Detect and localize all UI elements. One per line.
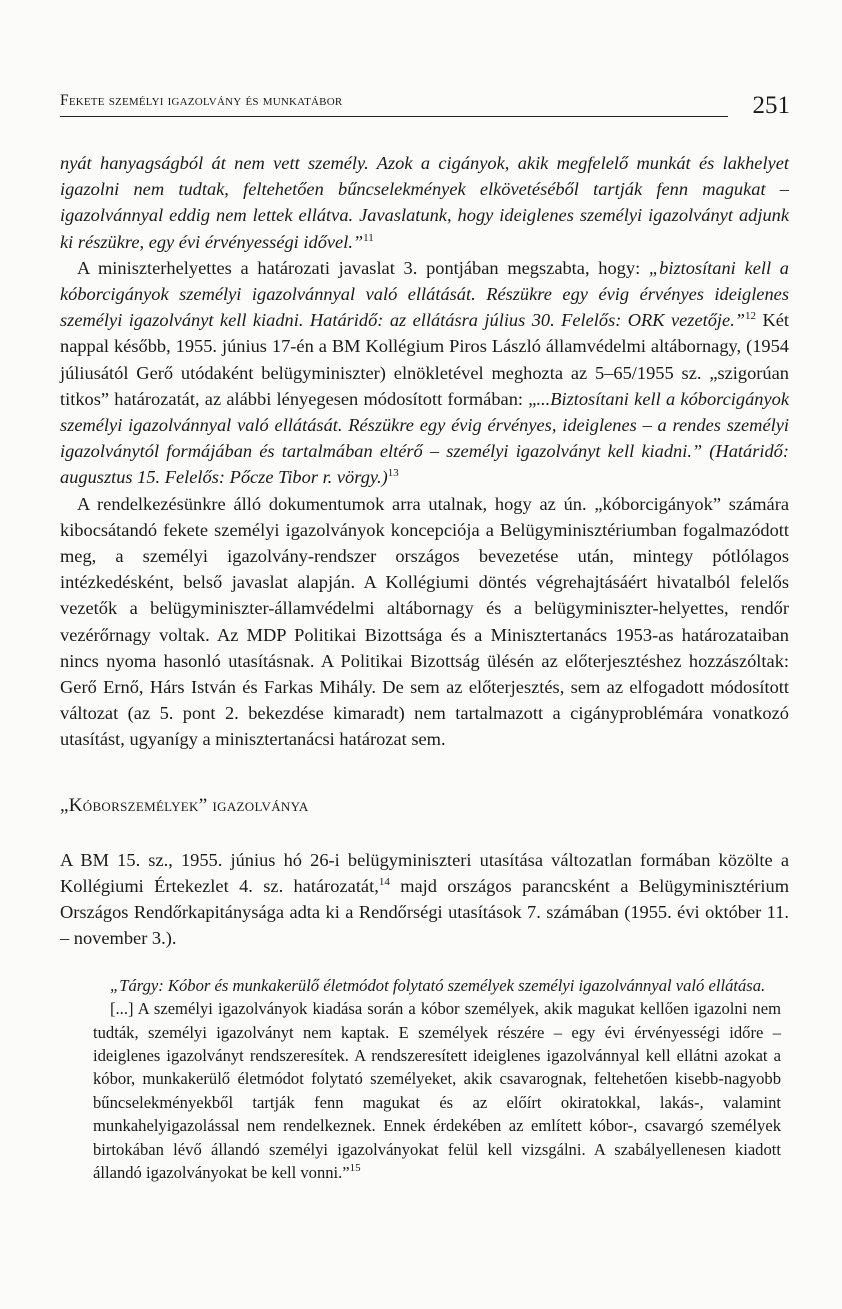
quoted-text: nyát hanyagságból át nem vett személy. Azok a cigányok, akik megfelelő munkát és lakhelyet igazolni nem tudtak, feltehetően bűncselekmények elkövetéséből tartják fenn magukat – igazolvánnyal eddig nem lettek ellátva. Javaslatunk, hogy ideiglenes személyi igazolványt adjunk ki részükre, egy évi érvényességi idővel.” — [60, 153, 789, 252]
body-text — [60, 150, 789, 1184]
footnote-ref: 14 — [378, 876, 390, 889]
footnote-ref: 13 — [387, 467, 399, 480]
paragraph: A rendelkezésünkre álló dokumentumok arra utalnak, hogy az ún. „kóborcigányok” számára kibocsátandó fekete személyi igazolványok koncepciója a Belügyminisztériumban fogalmazódott meg, a személyi igazolvány-rendszer országos bevezetése után, mintegy pótlólagos intézkedésként, belső javaslat alapján. A Kollégiumi döntés végrehajtásáért hivatalból felelős vezetők a belügyminiszter-államvédelmi altábornagy és a belügyminiszter-helyettes, rendőr vezérőrnagy voltak. Az MDP Politikai Bizottsága és a Minisztertanács 1953-as határozataiban nincs nyoma hasonló utasításnak. A Politikai Bizottság ülésén az előterjesztéshez hozzászóltak: Gerő Ernő, Hárs István és Farkas Mihály. De sem az előterjesztés, sem az elfogadott módosított változat (az 5. pont 2. bekezdése kimaradt) nem tartalmazott a cigányproblémára vonatkozó utasítást, ugyanígy a minisztertanácsi határozat sem. — [60, 493, 789, 750]
text: majd országos parancsként a Belügyminisztérium Országos Rendőrkapitánysága adta ki a Rendőrségi utasítások 7. számában (1955. évi október 11. – november 3.). — [60, 876, 790, 949]
header-rule — [60, 116, 728, 117]
quote-body — [93, 997, 781, 1184]
text: A BM 15. sz., 1955. június hó 26-i belügyminiszteri utasítása változatlan formában közölte a Kollégiumi Értekezlet 4. sz. határozatát, — [60, 849, 789, 897]
page-header — [60, 92, 790, 122]
page-number: 251 — [752, 92, 790, 119]
paragraph — [60, 255, 789, 491]
paragraph-continuation — [60, 150, 789, 255]
text: Két nappal később, 1955. június 17-én a BM Kollégium Piros László államvédelmi altábornagy, (1954 júliusától Gerő utódaként belügyminiszter) elnökletével meghozta az 5–65/1955 sz. „szigorúan titkos” határozatát, az alábbi lényegesen módosított formában: „ — [60, 310, 789, 409]
footnote-ref: 11 — [363, 231, 374, 244]
quoted-text: ...Biztosítani kell a kóborcigányok személyi igazolvánnyal való ellátását. Részükre egy évig érvényes, ideiglenes – a rendes személyi igazolványtól formájában és tartalmában eltérő – személyi igazolványt kell kiadni.” (Határidő: augusztus 15. Felelős: Pőcze Tibor r. vörgy.) — [60, 388, 790, 488]
text: A miniszterhelyettes a határozati javaslat 3. pontjában megszabta, hogy: — [77, 257, 649, 278]
running-head: Fekete személyi igazolvány és munkatábor — [60, 92, 343, 109]
footnote-ref: 15 — [349, 1161, 361, 1174]
paragraph — [60, 847, 789, 952]
block-quote — [60, 974, 789, 1185]
quoted-text: „biztosítani kell a kóborcigányok személyi igazolvánnyal való ellátását. Részükre egy évig érvényes ideiglenes személyi igazolványt kell kiadni. Határidő: az ellátásra július 30. Felelős: ORK vezetője.” — [60, 257, 790, 331]
section-heading: „Kóborszemélyek” igazolványa — [60, 794, 309, 816]
footnote-ref: 12 — [745, 310, 757, 323]
quote-text: [...] A személyi igazolványok kiadása során a kóbor személyek, akik magukat kellően igazolni nem tudták, személyi igazolványt nem kaptak. E személyek részére – egy évi érvényességi időre – ideiglenes igazolványt rendszeresítek. A rendszeresített ideiglenes igazolvánnyal kell ellátni azokat a kóbor, munkakerülő életmódot folytató személyeket, akik csavarognak, feltehetően kisebb-nagyobb bűncselekményekből tartják fenn magukat és az előírt okiratokkal, lakás-, valamint munkahelyigazolással nem rendelkeznek. Ennek érdekében az említett kóbor-, csavargó személyek birtokában lévő állandó személyi igazolványokat felül kell vizsgálni. A szabályellenesen kiadott állandó igazolványokat be kell vonni.” — [93, 999, 781, 1182]
quote-subject: „Tárgy: Kóbor és munkakerülő életmódot folytató személyek személyi igazolvánnyal való ellátása. — [110, 975, 766, 995]
